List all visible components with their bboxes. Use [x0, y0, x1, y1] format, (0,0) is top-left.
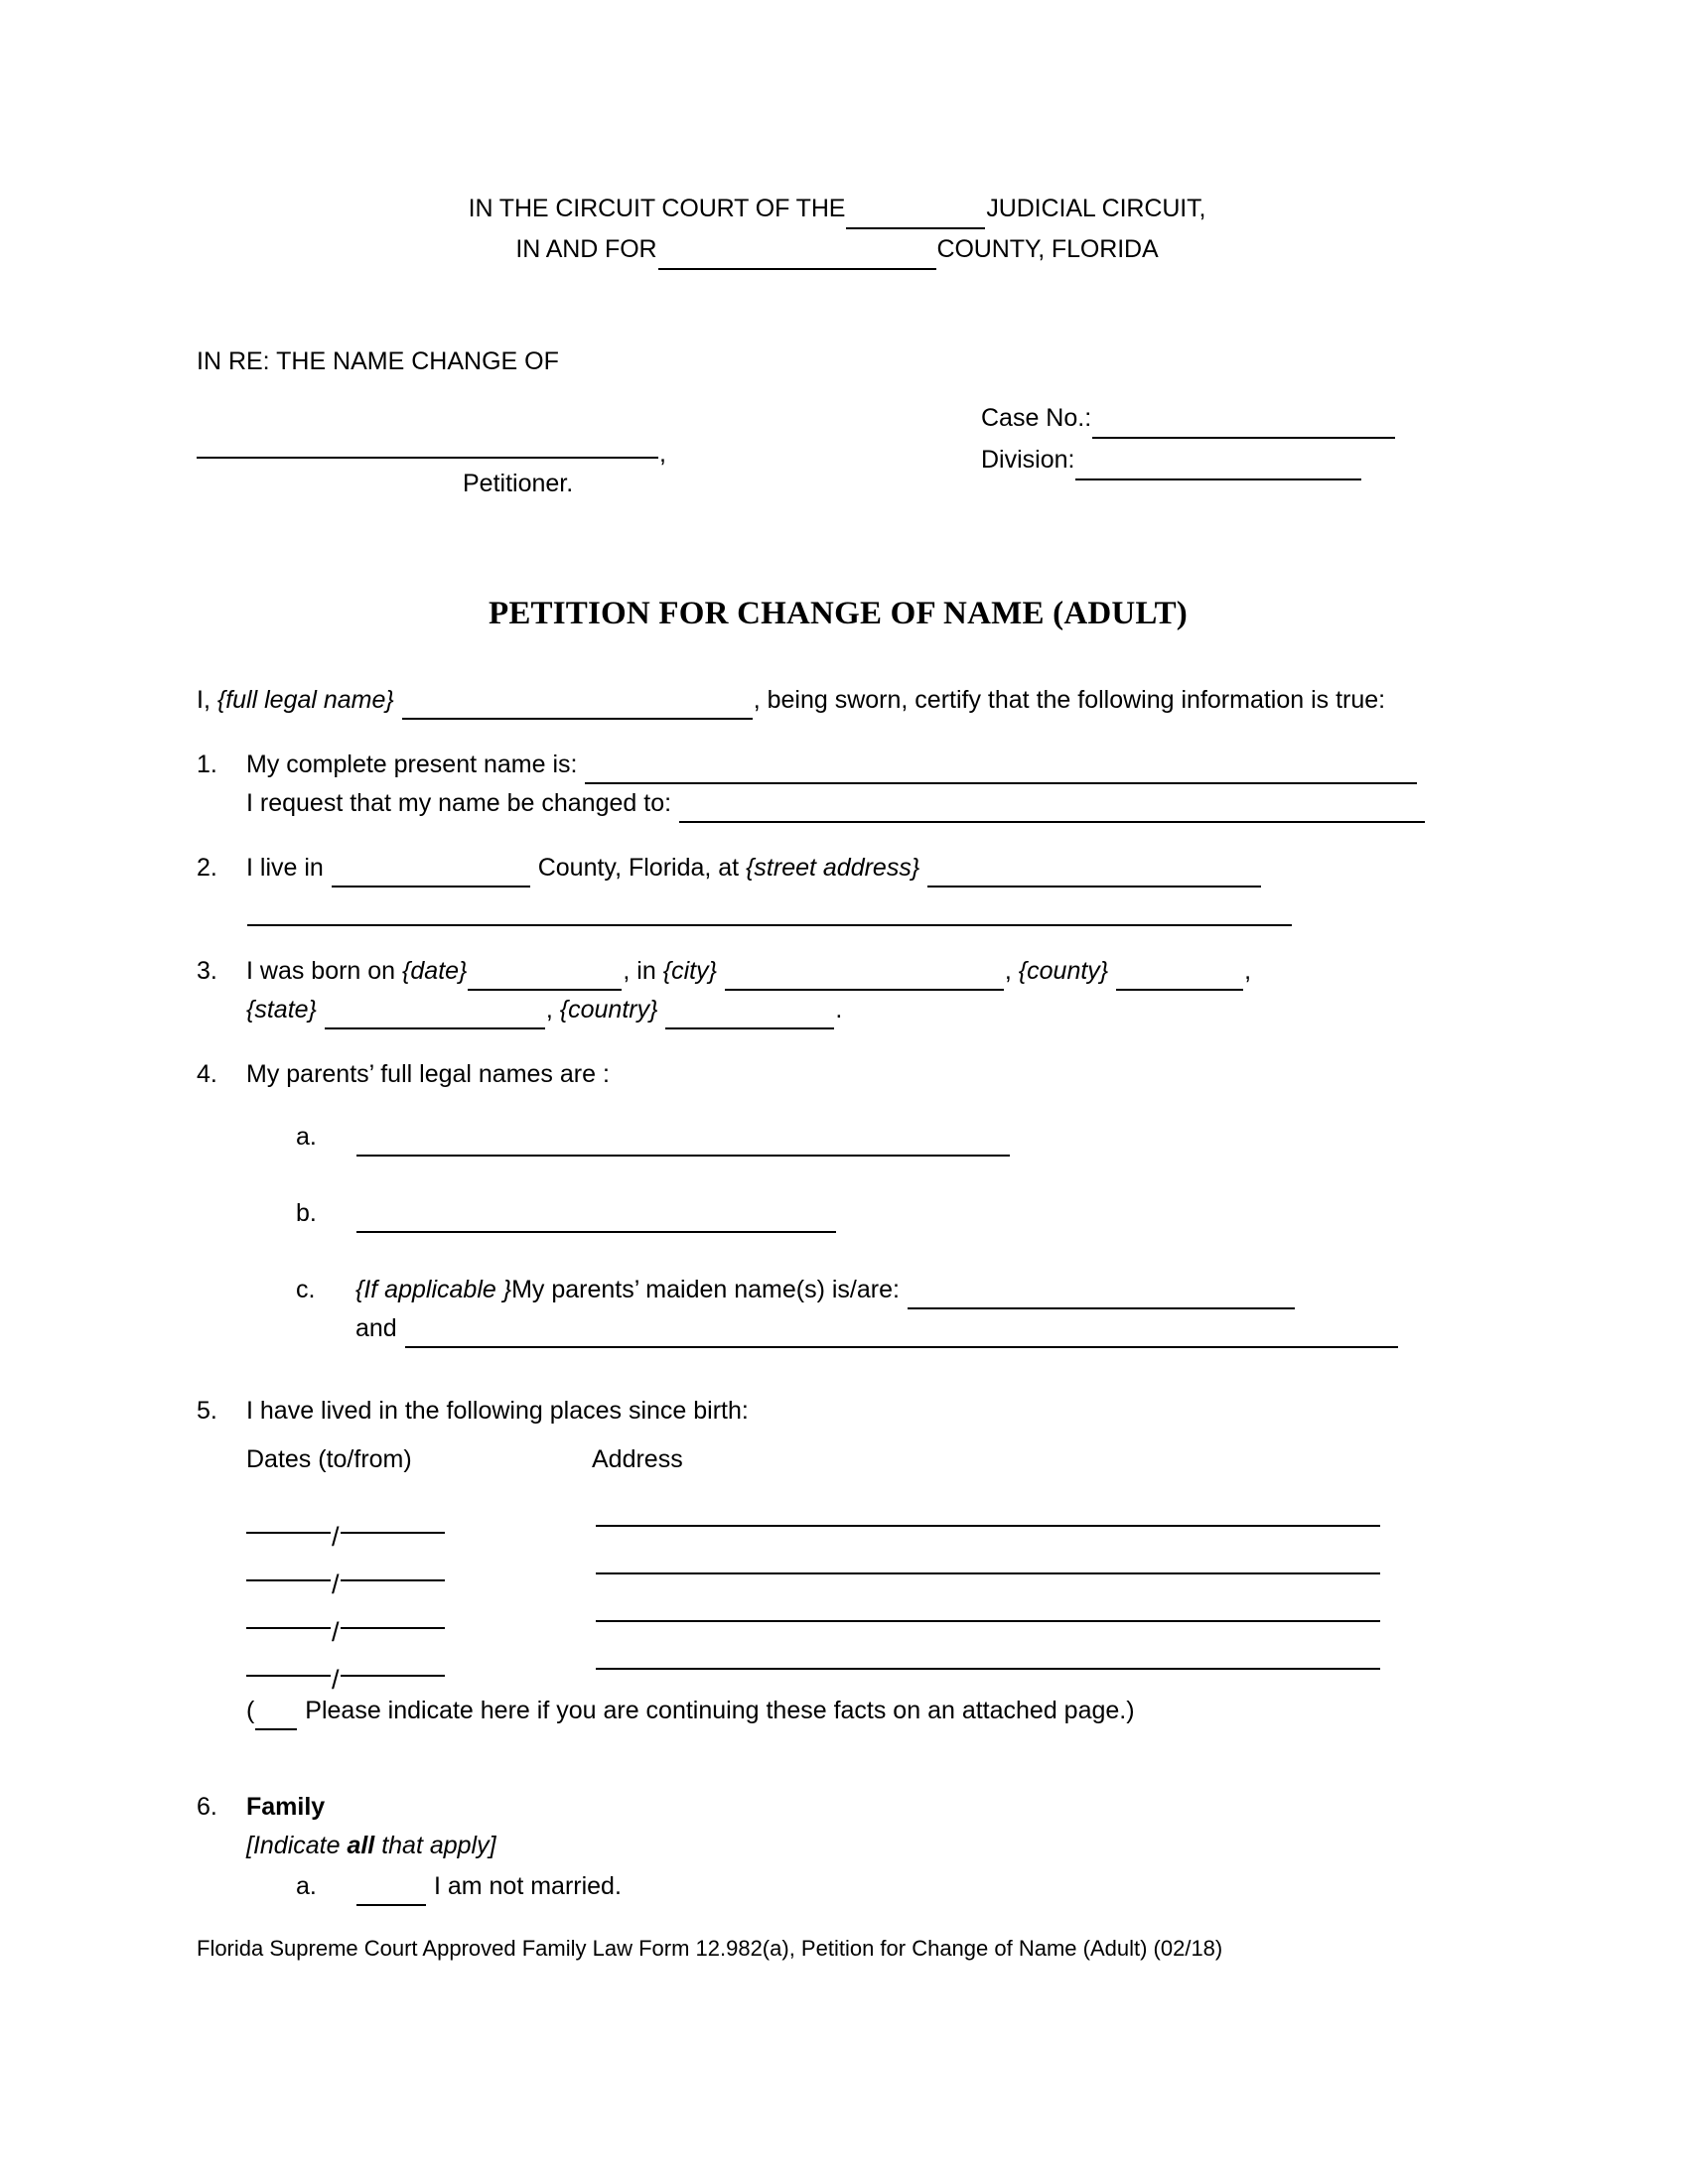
birth-date-placeholder: {date} [402, 957, 468, 985]
residences-heading: I have lived in the following places since birth: [246, 1397, 749, 1425]
item-3-line-1 [246, 952, 1479, 991]
live-in-label: I live in [246, 854, 324, 882]
residence-address-input[interactable] [596, 1650, 1380, 1670]
street-address-input-line2[interactable] [247, 898, 1292, 926]
judicial-circuit-blank[interactable] [846, 202, 985, 229]
parent-b-name-input[interactable] [356, 1205, 836, 1233]
maiden-name-input-1[interactable] [908, 1282, 1295, 1309]
birth-country-placeholder: {country} [559, 996, 658, 1024]
parent-a-name-input[interactable] [356, 1129, 1010, 1157]
item-5-number: 5. [197, 1397, 217, 1425]
county-florida-at-label: County, Florida, at [537, 854, 740, 882]
item-6a [246, 1867, 1479, 1906]
table-row [246, 1495, 1479, 1552]
residence-date-to-input[interactable] [341, 1657, 445, 1677]
item-3 [197, 952, 1479, 1029]
intro-placeholder-full-legal-name: {full legal name} [216, 686, 394, 714]
column-header-dates: Dates (to/from) [246, 1445, 412, 1473]
not-married-checkbox[interactable] [356, 1878, 426, 1906]
residence-date-from-input[interactable] [246, 1562, 331, 1581]
comma-after-state: , [545, 996, 553, 1024]
county-blank[interactable] [658, 242, 936, 270]
birth-date-input[interactable] [468, 963, 622, 991]
residence-dates-cell [246, 1507, 445, 1552]
intro-part-1: I, [197, 686, 211, 714]
item-4 [197, 1055, 1479, 1348]
item-4b-letter: b. [296, 1199, 317, 1227]
document-title: PETITION FOR CHANGE OF NAME (ADULT) [488, 596, 1188, 631]
court-header [197, 189, 1477, 270]
item-4c-letter: c. [296, 1276, 316, 1303]
new-name-label: I request that my name be changed to: [246, 789, 672, 817]
born-on-label: I was born on [246, 957, 396, 985]
if-applicable-placeholder: {If applicable } [355, 1276, 512, 1303]
residence-dates-cell [246, 1555, 445, 1599]
petitioner-name-block [197, 440, 693, 497]
item-2-line-2 [246, 887, 1479, 926]
item-6a-letter: a. [296, 1872, 317, 1900]
street-address-input[interactable] [927, 860, 1261, 887]
division-label: Division: [981, 446, 1075, 474]
division-row [981, 439, 1477, 480]
date-separator-slash: / [332, 1617, 340, 1647]
residence-county-input[interactable] [332, 860, 530, 887]
case-number-input[interactable] [1092, 411, 1395, 439]
residence-dates-cell [246, 1650, 445, 1695]
item-1-line-1 [246, 746, 1479, 784]
birth-state-placeholder: {state} [246, 996, 317, 1024]
item-4a-letter: a. [296, 1123, 317, 1151]
residence-address-input[interactable] [596, 1555, 1380, 1574]
maiden-names-label: My parents’ maiden name(s) is/are: [511, 1276, 900, 1303]
in-and-for-text: IN AND FOR [515, 235, 657, 263]
residence-date-to-input[interactable] [341, 1609, 445, 1629]
item-4a [246, 1118, 1479, 1157]
birth-country-input[interactable] [665, 1002, 834, 1029]
instruction-post: that apply] [374, 1832, 496, 1859]
item-4b [246, 1194, 1479, 1233]
comma-after-county: , [1244, 957, 1252, 985]
family-instruction [246, 1827, 1479, 1865]
in-city-label: , in [623, 957, 656, 985]
caption-left-column [197, 342, 832, 497]
attached-page-note [246, 1692, 1479, 1730]
petitioner-label: Petitioner. [463, 470, 574, 497]
item-4c-line-1 [355, 1271, 1479, 1309]
note-text: Please indicate here if you are continuing these facts on an attached page.) [305, 1697, 1135, 1724]
item-2 [197, 849, 1479, 926]
intro-part-2: , being sworn, certify that the following information is true: [753, 686, 1386, 714]
residence-date-from-input[interactable] [246, 1657, 331, 1677]
not-married-label: I am not married. [433, 1872, 622, 1900]
petitioner-comma: , [659, 440, 666, 468]
item-6 [197, 1788, 1479, 1906]
street-address-placeholder: {street address} [746, 854, 920, 882]
residence-date-from-input[interactable] [246, 1609, 331, 1629]
column-header-address: Address [592, 1445, 683, 1473]
residence-table [246, 1440, 1479, 1730]
instruction-pre: [Indicate [246, 1832, 348, 1859]
item-6a-line [355, 1867, 1479, 1906]
item-3-number: 3. [197, 957, 217, 985]
petitioner-name-blank[interactable] [197, 457, 658, 459]
attached-page-checkbox[interactable] [255, 1703, 297, 1730]
item-4c-line-2 [355, 1309, 1479, 1348]
item-1-line-2 [246, 784, 1479, 823]
comma-after-city: , [1004, 957, 1012, 985]
date-separator-slash: / [332, 1665, 340, 1695]
item-2-number: 2. [197, 854, 217, 882]
residence-dates-cell [246, 1602, 445, 1647]
item-6-number: 6. [197, 1793, 217, 1821]
table-row [246, 1638, 1479, 1695]
caption-right-column [981, 397, 1477, 480]
residence-address-input[interactable] [596, 1507, 1380, 1527]
residence-address-input[interactable] [596, 1602, 1380, 1622]
circuit-court-text: IN THE CIRCUIT COURT OF THE [468, 195, 846, 222]
table-row [246, 1590, 1479, 1647]
birth-state-input[interactable] [325, 1002, 545, 1029]
note-open-paren: ( [246, 1697, 255, 1724]
division-input[interactable] [1075, 453, 1361, 480]
period-after-country: . [835, 996, 843, 1024]
parents-names-heading: My parents’ full legal names are : [246, 1060, 610, 1088]
court-header-line-2 [197, 229, 1477, 270]
table-row [246, 1543, 1479, 1599]
residence-date-to-input[interactable] [341, 1514, 445, 1534]
item-5 [197, 1392, 1479, 1730]
residence-date-to-input[interactable] [341, 1562, 445, 1581]
case-number-row [981, 397, 1477, 439]
birth-county-input[interactable] [1116, 963, 1243, 991]
residence-date-from-input[interactable] [246, 1514, 331, 1534]
date-separator-slash: / [332, 1522, 340, 1552]
item-4c [246, 1271, 1479, 1348]
full-legal-name-input[interactable] [402, 692, 753, 720]
item-1-number: 1. [197, 751, 217, 778]
in-re-label: IN RE: THE NAME CHANGE OF [197, 347, 559, 375]
birth-city-placeholder: {city} [662, 957, 717, 985]
item-2-line-1 [246, 849, 1479, 887]
intro-paragraph [197, 681, 1479, 720]
and-label: and [355, 1314, 397, 1342]
case-number-label: Case No.: [981, 404, 1092, 432]
court-header-line-1 [197, 189, 1477, 229]
family-heading-text: Family [246, 1793, 326, 1821]
judicial-circuit-text: JUDICIAL CIRCUIT, [986, 195, 1206, 222]
new-name-input[interactable] [679, 795, 1425, 823]
form-footer: Florida Supreme Court Approved Family Law Form 12.982(a), Petition for Change of Name (Adult) (02/18) [197, 1936, 1223, 1961]
item-1 [197, 746, 1479, 823]
county-florida-text: COUNTY, FLORIDA [936, 235, 1159, 263]
instruction-all-bold: all [347, 1832, 375, 1859]
item-3-line-2 [246, 991, 1479, 1029]
maiden-name-input-2[interactable] [405, 1320, 1398, 1348]
document-body [197, 681, 1479, 1932]
present-name-input[interactable] [585, 756, 1417, 784]
present-name-label: My complete present name is: [246, 751, 578, 778]
birth-county-placeholder: {county} [1018, 957, 1109, 985]
item-4-number: 4. [197, 1060, 217, 1088]
birth-city-input[interactable] [725, 963, 1004, 991]
residence-table-header [246, 1440, 1479, 1479]
family-heading [246, 1788, 1479, 1827]
date-separator-slash: / [332, 1570, 340, 1599]
